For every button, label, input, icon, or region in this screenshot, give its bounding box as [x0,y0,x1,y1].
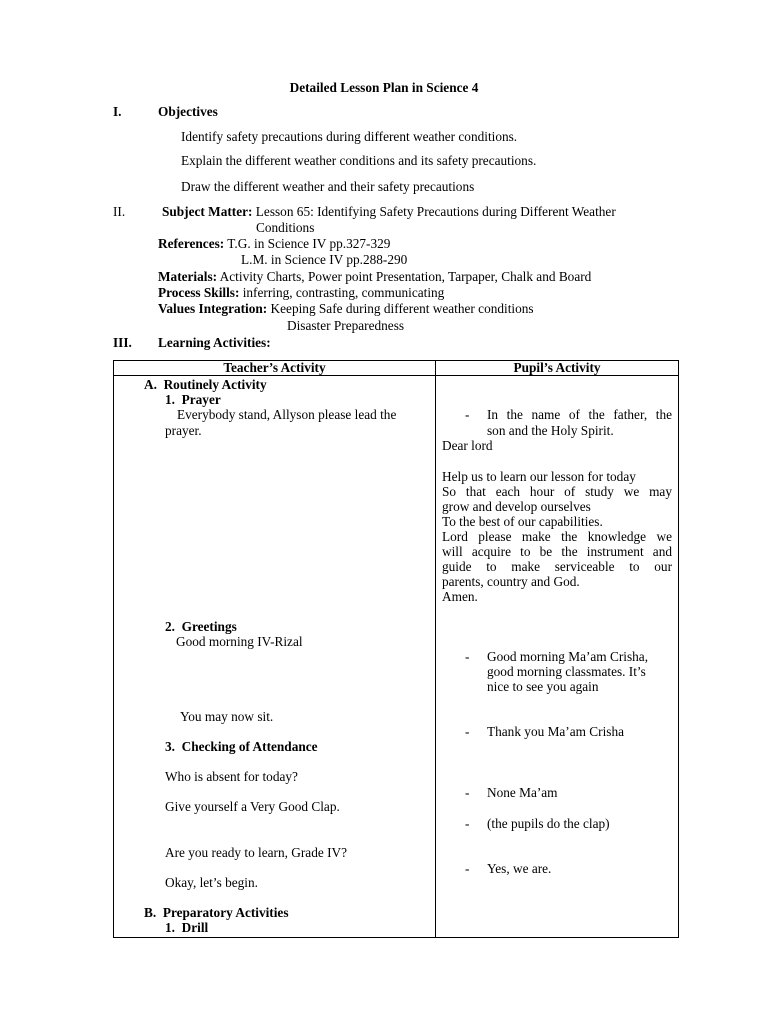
list-dash: - [465,407,470,422]
prayer-line: parents, country and God. [442,574,580,589]
list-dash: - [465,816,470,831]
prayer-line: To the best of our capabilities. [442,514,603,529]
values-label: Values Integration: [158,301,268,316]
absent-question: Who is absent for today? [165,769,298,784]
prayer-line: grow and develop ourselves [442,499,591,514]
greetings-line: Good morning IV-Rizal [176,634,303,649]
greeting-response: good morning classmates. It’s [487,664,646,679]
activities-table [113,360,679,938]
reference-item: T.G. in Science IV pp.327-329 [227,236,391,251]
objectives-numeral: I. [113,104,122,119]
objective-item: Draw the different weather and their safety precautions [181,179,475,194]
references-label: References: [158,236,225,251]
subject-matter-lesson-cont: Conditions [256,220,315,235]
objective-item: Identify safety precautions during different weather conditions. [181,129,518,144]
process-skills-line [158,285,444,300]
ready-response: Yes, we are. [487,861,552,876]
list-dash: - [465,861,470,876]
greeting-response: nice to see you again [487,679,599,694]
prayer-heading: 1. Prayer [165,392,221,407]
subject-matter-line [162,204,616,219]
list-dash: - [465,785,470,800]
reference-item: L.M. in Science IV pp.288-290 [241,252,408,267]
clap-response: (the pupils do the clap) [487,816,610,831]
prayer-instruction-cont: prayer. [165,423,202,438]
sit-line: You may now sit. [180,709,274,724]
subject-matter-label: Subject Matter: [162,204,253,219]
learning-heading: Learning Activities: [158,335,271,350]
objective-item: Explain the different weather conditions and its safety precautions. [181,153,537,168]
pupil-column-header: Pupil’s Activity [436,361,679,376]
teacher-column-header: Teacher’s Activity [114,361,436,376]
section-b-heading: B. Preparatory Activities [144,905,289,920]
prayer-line: Amen. [442,589,478,604]
prayer-response: In the name of the father, the [487,407,672,422]
attendance-heading: 3. Checking of Attendance [165,739,318,754]
begin-line: Okay, let’s begin. [165,875,258,890]
greeting-response: Good morning Ma’am Crisha, [487,649,649,664]
process-skills-text: inferring, contrasting, communicating [242,285,445,300]
materials-text: Activity Charts, Power point Presentation, Tarpaper, Chalk and Board [219,269,592,284]
prayer-line: guide to make serviceable to our [442,559,672,574]
pupil-activity-cell [436,376,679,938]
prayer-response-cont: son and the Holy Spirit. [487,423,614,438]
materials-line [158,269,591,284]
prayer-line: Help us to learn our lesson for today [442,469,636,484]
ready-question: Are you ready to learn, Grade IV? [165,845,348,860]
values-text: Disaster Preparedness [287,318,405,333]
materials-label: Materials: [158,269,218,284]
prayer-line: will acquire to be the instrument and [442,544,672,559]
learning-numeral: III. [113,335,132,350]
list-dash: - [465,649,470,664]
absent-response: None Ma’am [487,785,558,800]
subject-matter-lesson: Lesson 65: Identifying Safety Precautions during Different Weather [255,204,616,219]
prayer-line: Lord please make the knowledge we [442,529,672,544]
process-skills-label: Process Skills: [158,285,240,300]
list-dash: - [465,724,470,739]
document-title: Detailed Lesson Plan in Science 4 [289,80,479,95]
thanks-response: Thank you Ma’am Crisha [487,724,625,739]
greetings-heading: 2. Greetings [165,619,237,634]
objectives-heading: Objectives [158,104,218,119]
prayer-line: So that each hour of study we may [442,484,672,499]
prayer-line: Dear lord [442,438,493,453]
section-a-heading: A. Routinely Activity [144,377,267,392]
references-line [158,236,390,251]
values-line [158,301,534,316]
values-text: Keeping Safe during different weather conditions [270,301,534,316]
clap-instruction: Give yourself a Very Good Clap. [165,799,340,814]
table-row [114,376,679,938]
prayer-instruction: Everybody stand, Allyson please lead the [177,407,397,422]
subject-numeral: II. [113,204,126,219]
teacher-activity-cell [114,376,436,938]
drill-heading: 1. Drill [165,920,209,935]
table-header-row [114,361,679,376]
